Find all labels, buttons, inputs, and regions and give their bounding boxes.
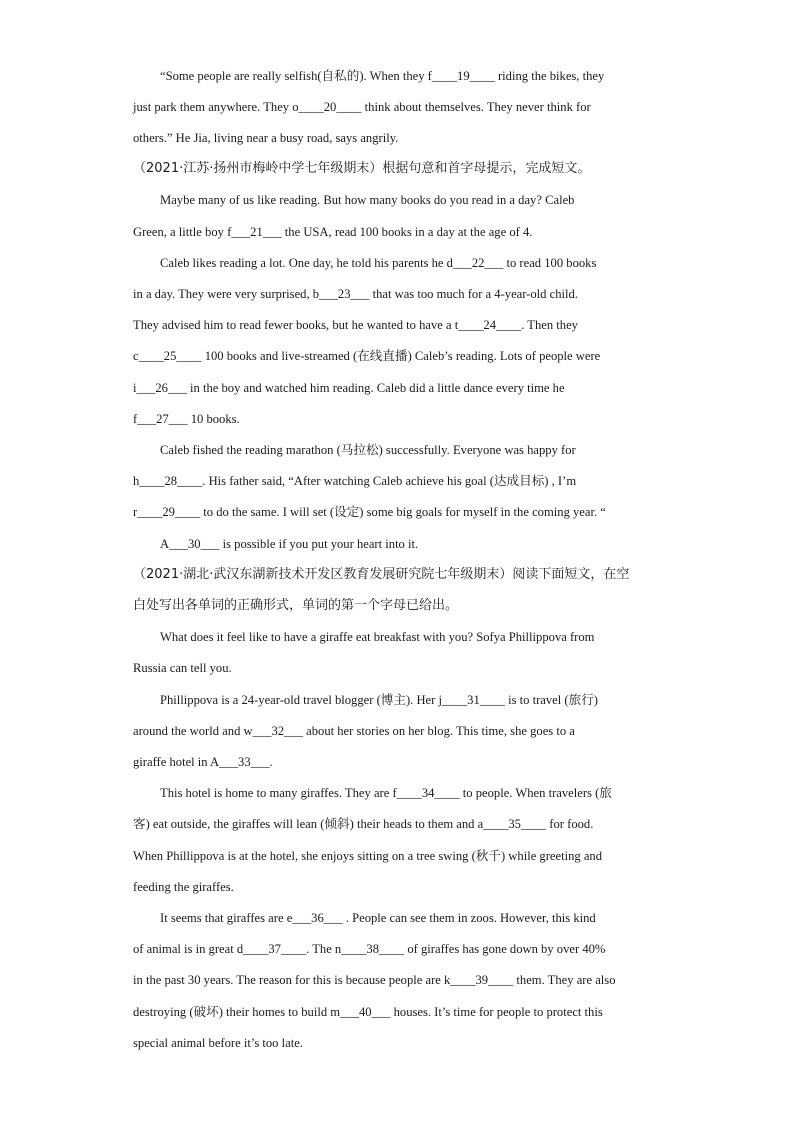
- passage-line: i___26___ in the boy and watched him reading. Caleb did a little dance every time he: [133, 381, 565, 395]
- passage-line: It seems that giraffes are e___36___ . People can see them in zoos. However, this kind: [160, 911, 596, 925]
- passage-line: Russia can tell you.: [133, 661, 232, 675]
- passage-line: Maybe many of us like reading. But how many books do you read in a day? Caleb: [160, 193, 575, 207]
- passage-line: They advised him to read fewer books, but he wanted to have a t____24____. Then they: [133, 318, 578, 332]
- passage-line: 客) eat outside, the giraffes will lean (倾斜) their heads to them and a____35____ for food.: [133, 817, 594, 831]
- passage-line: Green, a little boy f___21___ the USA, read 100 books in a day at the age of 4.: [133, 225, 533, 239]
- passage-line: What does it feel like to have a giraffe eat breakfast with you? Sofya Phillippova from: [160, 630, 595, 644]
- passage-line: destroying (破坏) their homes to build m___40___ houses. It’s time for people to protect this: [133, 1005, 603, 1019]
- passage-line: “Some people are really selfish(自私的). When they f____19____ riding the bikes, they: [160, 69, 605, 83]
- passage-line: h____28____. His father said, “After watching Caleb achieve his goal (达成目标) , I’m: [133, 474, 577, 488]
- passage-line: Phillippova is a 24-year-old travel blogger (博主). Her j____31____ is to travel (旅行): [160, 693, 598, 707]
- passage-line: feeding the giraffes.: [133, 880, 234, 894]
- passage-line: f___27___ 10 books.: [133, 412, 240, 426]
- passage-line: others.” He Jia, living near a busy road, says angrily.: [133, 131, 399, 145]
- section-header-line: （2021·江苏·扬州市梅岭中学七年级期末）根据句意和首字母提示，完成短文。: [133, 161, 591, 176]
- passage-line: This hotel is home to many giraffes. They are f____34____ to people. When travelers (旅: [160, 786, 612, 800]
- section-header-line: 白处写出各单词的正确形式，单词的第一个字母已给出。: [133, 598, 459, 613]
- passage-line: in the past 30 years. The reason for this is because people are k____39____ them. They are also: [133, 973, 616, 987]
- passage-line: of animal is in great d____37____. The n____38____ of giraffes has gone down by over 40%: [133, 942, 606, 956]
- passage-line: When Phillippova is at the hotel, she enjoys sitting on a tree swing (秋千) while greeting and: [133, 849, 603, 863]
- passage-line: special animal before it’s too late.: [133, 1036, 303, 1050]
- passage-line: around the world and w___32___ about her stories on her blog. This time, she goes to a: [133, 724, 575, 738]
- passage-line: giraffe hotel in A___33___.: [133, 755, 273, 769]
- section-header-line: （2021·湖北·武汉东湖新技术开发区教育发展研究院七年级期末）阅读下面短文，在空: [133, 567, 630, 582]
- passage-line: in a day. They were very surprised, b___23___ that was too much for a 4-year-old child.: [133, 287, 578, 301]
- passage-line: c____25____ 100 books and live-streamed (在线直播) Caleb’s reading. Lots of people were: [133, 349, 601, 363]
- passage-line: Caleb likes reading a lot. One day, he told his parents he d___22___ to read 100 books: [160, 256, 597, 270]
- passage-line: Caleb fished the reading marathon (马拉松) successfully. Everyone was happy for: [160, 443, 576, 457]
- passage-line: just park them anywhere. They o____20____ think about themselves. They never think for: [133, 100, 591, 114]
- passage-line: A___30___ is possible if you put your heart into it.: [160, 537, 419, 551]
- passage-line: r____29____ to do the same. I will set (设定) some big goals for myself in the coming year. “: [133, 505, 606, 519]
